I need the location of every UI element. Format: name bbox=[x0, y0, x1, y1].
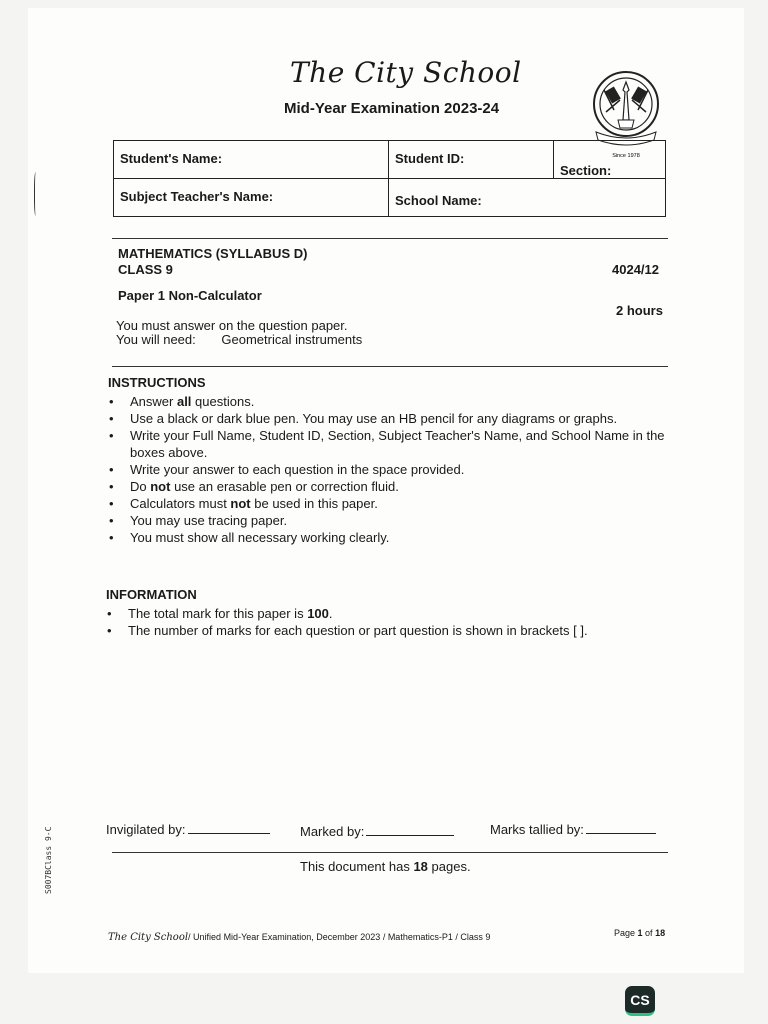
divider bbox=[112, 238, 668, 239]
instruction-item: • Use a black or dark blue pen. You may use an HB pencil for any diagrams or graphs. bbox=[130, 410, 690, 427]
invigilated-blank[interactable] bbox=[188, 833, 270, 834]
subject-label: MATHEMATICS (SYLLABUS D) bbox=[118, 246, 308, 261]
information-item: • The total mark for this paper is 100. bbox=[128, 605, 688, 622]
page-number: Page 1 of 18 bbox=[614, 928, 666, 938]
divider bbox=[112, 366, 668, 367]
information-list bbox=[106, 605, 688, 639]
marks-tallied-by: Marks tallied by: bbox=[490, 822, 656, 837]
paper-name: Paper 1 Non-Calculator bbox=[118, 288, 262, 303]
instruction-item: • Do not use an erasable pen or correction fluid. bbox=[130, 478, 690, 495]
divider bbox=[112, 852, 668, 853]
instructions-heading: INSTRUCTIONS bbox=[108, 375, 206, 390]
need-label: You will need: bbox=[116, 332, 196, 347]
instruction-item: • Answer all questions. bbox=[130, 393, 690, 410]
information-heading: INFORMATION bbox=[106, 587, 197, 602]
paper-code: 4024/12 bbox=[612, 262, 659, 277]
crest-year: Since 1978 bbox=[612, 153, 640, 159]
footer bbox=[108, 932, 490, 943]
tallied-blank[interactable] bbox=[586, 833, 656, 834]
pen-mark bbox=[34, 172, 38, 216]
student-id-field[interactable]: Student ID: bbox=[389, 141, 554, 179]
duration: 2 hours bbox=[616, 303, 663, 318]
teacher-name-field[interactable]: Subject Teacher's Name: bbox=[114, 179, 389, 217]
footer-text: / Unified Mid-Year Examination, December 2023 / Mathematics-P1 / Class 9 bbox=[188, 932, 491, 942]
information-item: • The number of marks for each question or part question is shown in brackets [ ]. bbox=[128, 622, 688, 639]
exam-title: Mid-Year Examination 2023-24 bbox=[284, 100, 500, 117]
marked-by: Marked by: bbox=[300, 824, 454, 839]
side-code: S007BClass 9-C bbox=[44, 826, 53, 894]
instruction-item: • You must show all necessary working clearly. bbox=[130, 529, 690, 546]
answer-note: You must answer on the question paper. bbox=[116, 318, 348, 333]
marked-blank[interactable] bbox=[366, 835, 454, 836]
student-name-field[interactable]: Student's Name: bbox=[114, 141, 389, 179]
instruction-item: • You may use tracing paper. bbox=[130, 512, 690, 529]
school-name-heading: The City School bbox=[290, 56, 522, 89]
instruction-item: • Write your Full Name, Student ID, Section, Subject Teacher's Name, and School Name in the boxes above. bbox=[130, 427, 690, 461]
student-info-table bbox=[113, 140, 666, 217]
school-name-field[interactable]: School Name: bbox=[389, 179, 666, 217]
need-value: Geometrical instruments bbox=[221, 332, 363, 347]
instruction-item: • Calculators must not be used in this paper. bbox=[130, 495, 690, 512]
scanner-badge-icon: CS bbox=[625, 986, 655, 1016]
class-label: CLASS 9 bbox=[118, 262, 173, 277]
instructions-list bbox=[108, 393, 690, 546]
page-count-note: This document has 18 pages. bbox=[300, 859, 471, 874]
need-line bbox=[116, 332, 362, 347]
section-field[interactable]: Section: bbox=[554, 141, 666, 179]
footer-school: The City School bbox=[108, 932, 189, 943]
instruction-item: • Write your answer to each question in the space provided. bbox=[130, 461, 690, 478]
invigilated-by: Invigilated by: bbox=[106, 822, 270, 837]
